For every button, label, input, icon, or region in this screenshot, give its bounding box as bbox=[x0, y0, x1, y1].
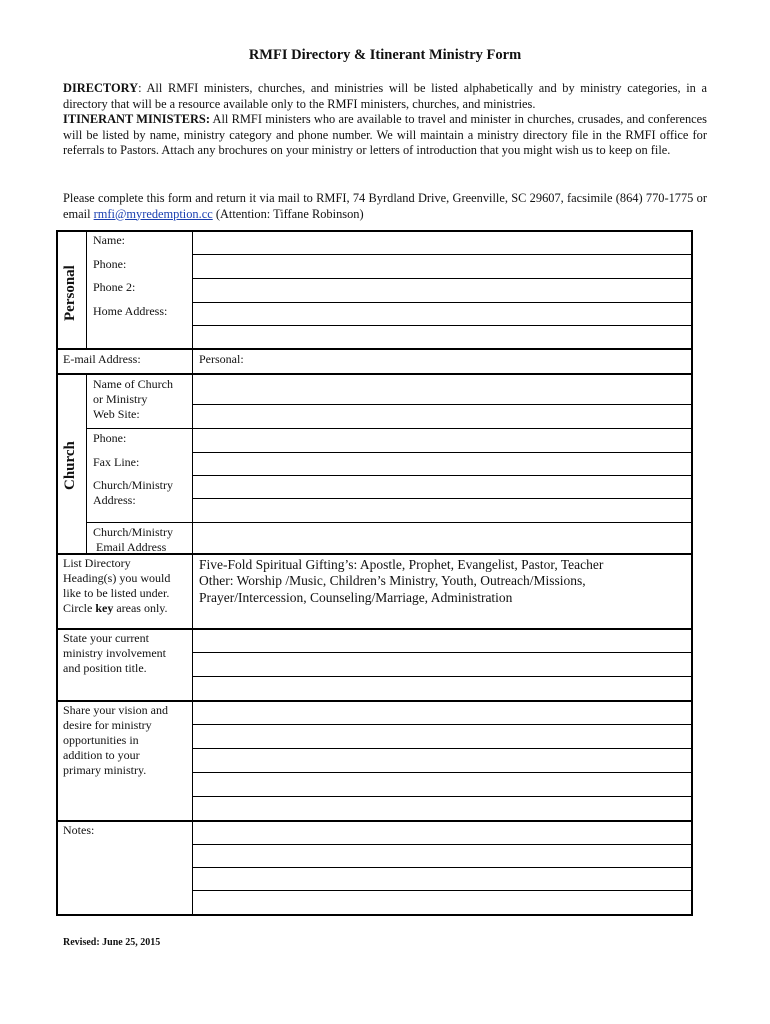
church-email-input[interactable] bbox=[194, 523, 691, 553]
directory-label-line3: like to be listed under. bbox=[63, 586, 170, 600]
vision-label-line2: desire for ministry bbox=[63, 718, 152, 732]
church-name-label bbox=[93, 377, 173, 407]
itinerant-text: All RMFI ministers who are available to travel and minister in churches, crusades, and conferences will be listed by name, ministry category and phone number. We will maintain a ministry directory file in the RMFI office for referrals to Pastors. Attach any brochures on your ministry or letters of introduction that you might wish us to keep on file. bbox=[63, 112, 707, 157]
involvement-label-line2: ministry involvement bbox=[63, 646, 166, 660]
other-options[interactable]: Other: Worship /Music, Children’s Ministry, Youth, Outreach/Missions, bbox=[199, 573, 586, 588]
table-left-border bbox=[56, 230, 58, 916]
table-right-border bbox=[691, 230, 693, 916]
directory-text: : All RMFI ministers, churches, and ministries will be listed alphabetically and by ministry categories, in a directory that will be a resource available only to the RMFI ministers, churches, and ministries. bbox=[63, 81, 707, 111]
row-line bbox=[192, 278, 692, 279]
other-options-continued[interactable]: Prayer/Intercession, Counseling/Marriage, Administration bbox=[199, 590, 513, 605]
involvement-label-line1: State your current bbox=[63, 631, 149, 645]
phone-input[interactable] bbox=[194, 256, 691, 278]
row-line bbox=[192, 254, 692, 255]
revision-date: Revised: June 25, 2015 bbox=[63, 937, 161, 948]
instructions-text: Please complete this form and return it via mail to RMFI, 74 Byrdland Drive, Greenville, SC 29607, facsimile (864) 770-1775 or email bbox=[63, 191, 707, 221]
email-link[interactable]: rmfi@myredemption.cc bbox=[93, 206, 213, 221]
church-name-label-line1: Name of Church bbox=[93, 377, 173, 391]
church-name-input[interactable] bbox=[194, 375, 691, 404]
label-column-divider bbox=[192, 230, 193, 915]
directory-label-key: key bbox=[95, 601, 114, 615]
church-email-label-line2: Email Address bbox=[96, 540, 167, 554]
itinerant-heading: ITINERANT MINISTERS: bbox=[63, 112, 210, 126]
email-personal-label[interactable]: Personal: bbox=[199, 352, 244, 366]
church-address-label-line2: Address: bbox=[93, 493, 136, 507]
church-email-label-line1: Church/Ministry bbox=[93, 525, 173, 539]
personal-section-label: Personal bbox=[62, 265, 78, 321]
fax-input[interactable] bbox=[194, 453, 691, 475]
directory-label-line4-end: areas only. bbox=[113, 601, 168, 615]
row-line bbox=[192, 302, 692, 303]
phone2-input[interactable] bbox=[194, 280, 691, 302]
directory-heading: DIRECTORY bbox=[63, 81, 139, 95]
form-title: RMFI Directory & Itinerant Ministry Form bbox=[248, 47, 522, 63]
notes-label: Notes: bbox=[63, 823, 95, 837]
table-bottom-border bbox=[56, 914, 693, 916]
section-divider bbox=[56, 348, 693, 350]
vision-label-line1: Share your vision and bbox=[63, 703, 168, 717]
vision-label-line5: primary ministry. bbox=[63, 763, 147, 777]
vision-label-line3: opportunities in bbox=[63, 733, 139, 747]
email-address-label: E-mail Address: bbox=[63, 352, 141, 366]
home-address-label: Home Address: bbox=[93, 304, 168, 318]
church-section-label: Church bbox=[62, 441, 78, 490]
involvement-label-line3: and position title. bbox=[63, 661, 147, 675]
church-label-divider bbox=[86, 374, 87, 554]
phone2-label: Phone 2: bbox=[93, 280, 136, 294]
involvement-input[interactable] bbox=[194, 630, 691, 700]
church-phone-input[interactable] bbox=[194, 429, 691, 452]
directory-headings-label bbox=[63, 556, 170, 616]
directory-label-line4: Circle bbox=[63, 601, 96, 615]
church-email-label bbox=[93, 525, 173, 555]
phone-label: Phone: bbox=[93, 257, 127, 271]
notes-input[interactable] bbox=[194, 822, 691, 914]
name-input[interactable] bbox=[194, 232, 691, 254]
directory-label-line2: Heading(s) you would bbox=[63, 571, 171, 585]
vision-input[interactable] bbox=[194, 702, 691, 820]
vision-label-line4: addition to your bbox=[63, 748, 140, 762]
intro-paragraph bbox=[63, 81, 707, 159]
church-address-label-line1: Church/Ministry bbox=[93, 478, 173, 492]
gifting-options[interactable]: Five-Fold Spiritual Gifting’s: Apostle, Prophet, Evangelist, Pastor, Teacher bbox=[199, 557, 604, 572]
personal-label-divider bbox=[86, 230, 87, 349]
vision-label bbox=[63, 703, 168, 778]
home-address-input[interactable] bbox=[194, 304, 691, 348]
fax-label: Fax Line: bbox=[93, 455, 140, 469]
website-input[interactable] bbox=[194, 405, 691, 428]
attention-text: (Attention: Tiffane Robinson) bbox=[212, 206, 364, 221]
directory-label-line1: List Directory bbox=[63, 556, 131, 570]
church-name-label-line2: or Ministry bbox=[93, 392, 148, 406]
church-address-input[interactable] bbox=[194, 476, 691, 522]
church-phone-label: Phone: bbox=[93, 431, 127, 445]
website-label: Web Site: bbox=[93, 407, 140, 421]
name-label: Name: bbox=[93, 233, 125, 247]
involvement-label bbox=[63, 631, 166, 676]
instructions-paragraph bbox=[63, 191, 707, 222]
church-address-label bbox=[93, 478, 173, 508]
